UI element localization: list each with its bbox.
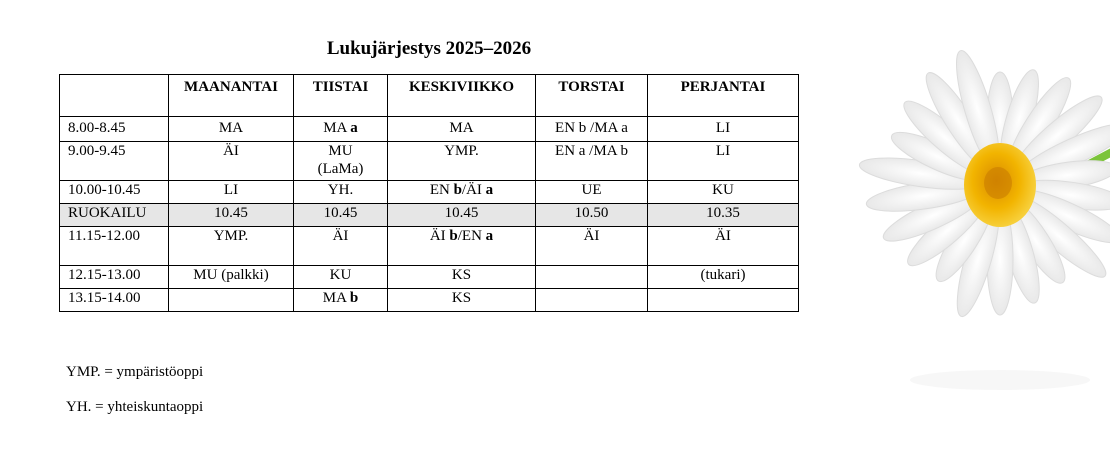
lesson-cell — [388, 117, 536, 142]
lesson-text: YMP. — [213, 228, 249, 244]
header-day: TIISTAI — [294, 75, 388, 117]
lesson-text: LI — [715, 120, 731, 136]
lesson-cell — [169, 181, 294, 204]
lesson-text: 10.45 — [323, 205, 358, 221]
group-marker: b — [449, 228, 458, 244]
time-cell: 12.15-13.00 — [60, 266, 169, 289]
lesson-text: ÄI — [223, 143, 239, 159]
legend-yh: YH. = yhteiskuntaoppi — [66, 399, 204, 415]
lesson-text: EN — [429, 182, 454, 198]
table-row — [60, 117, 799, 142]
lesson-text: KU — [712, 182, 734, 198]
table-row — [60, 181, 799, 204]
lesson-text: 10.45 — [214, 205, 248, 221]
lesson-cell — [169, 289, 294, 312]
lunch-time-cell — [536, 204, 648, 227]
lesson-text: MA — [218, 120, 244, 136]
lesson-text: LI — [223, 182, 239, 198]
lunch-row — [60, 204, 799, 227]
lesson-text: UE — [581, 182, 602, 198]
lunch-time-cell — [648, 204, 799, 227]
header-day: MAANANTAI — [169, 75, 294, 117]
lunch-time-cell — [169, 204, 294, 227]
table-row — [60, 266, 799, 289]
lesson-cell — [536, 227, 648, 266]
lesson-text: MU (palkki) — [193, 267, 269, 283]
lesson-cell — [388, 289, 536, 312]
lesson-text: 10.50 — [574, 205, 609, 221]
group-marker: b — [349, 290, 359, 306]
lesson-text: 10.45 — [444, 205, 479, 221]
schedule-table — [59, 74, 799, 312]
lesson-text: MU — [328, 143, 353, 159]
table-row — [60, 227, 799, 266]
lesson-text: YH. — [327, 182, 354, 198]
lesson-text: /EN — [457, 228, 486, 244]
lesson-text: EN b /MA a — [555, 120, 628, 136]
daisy-flower-icon — [850, 20, 1110, 400]
lesson-text: MA — [322, 290, 350, 306]
time-cell: 8.00-8.45 — [60, 117, 169, 142]
header-day: PERJANTAI — [648, 75, 799, 117]
lesson-text: 10.35 — [706, 205, 740, 221]
lesson-cell — [388, 181, 536, 204]
table-row — [60, 289, 799, 312]
time-cell: 13.15-14.00 — [60, 289, 169, 312]
lesson-cell — [648, 142, 799, 181]
lesson-text-line2: (LaMa) — [317, 161, 364, 177]
lesson-text: MA — [323, 120, 351, 136]
group-marker: b — [453, 182, 462, 198]
lesson-cell — [294, 289, 388, 312]
lesson-cell — [294, 266, 388, 289]
lesson-text: YMP. — [444, 143, 479, 159]
lesson-cell — [294, 142, 388, 181]
lesson-cell — [294, 181, 388, 204]
header-row — [60, 75, 799, 117]
lesson-cell — [169, 266, 294, 289]
lesson-cell — [388, 266, 536, 289]
time-cell: 9.00-9.45 — [60, 142, 169, 181]
lesson-cell — [388, 142, 536, 181]
lesson-cell — [536, 266, 648, 289]
lesson-cell — [536, 181, 648, 204]
time-cell: RUOKAILU — [60, 204, 169, 227]
table-row — [60, 142, 799, 181]
lesson-cell — [388, 227, 536, 266]
lesson-text: ÄI — [429, 228, 450, 244]
lesson-cell — [536, 289, 648, 312]
legend-ymp: YMP. = ympäristöoppi — [66, 364, 204, 380]
lunch-time-cell — [294, 204, 388, 227]
group-marker: a — [485, 228, 494, 244]
page-title: Lukujärjestys 2025–2026 — [326, 38, 532, 59]
header-corner-cell — [60, 75, 169, 117]
lesson-text: ÄI — [715, 228, 731, 244]
lesson-text: MA — [449, 120, 474, 136]
lesson-text: (tukari) — [700, 267, 746, 283]
lesson-text: ÄI — [332, 228, 349, 244]
lesson-cell — [648, 117, 799, 142]
lunch-time-cell — [388, 204, 536, 227]
group-marker: a — [350, 120, 358, 136]
lesson-text: KU — [329, 267, 352, 283]
lesson-cell — [648, 181, 799, 204]
lesson-cell — [648, 266, 799, 289]
lesson-cell — [536, 117, 648, 142]
lesson-text: EN a /MA b — [555, 143, 628, 159]
lesson-text: KS — [451, 267, 472, 283]
header-day: KESKIVIIKKO — [388, 75, 536, 117]
lesson-text: LI — [715, 143, 731, 159]
time-cell: 11.15-12.00 — [60, 227, 169, 266]
lesson-text: KS — [451, 290, 472, 306]
lesson-text: /ÄI — [461, 182, 486, 198]
lesson-cell — [536, 142, 648, 181]
lesson-cell — [169, 117, 294, 142]
lesson-cell — [648, 289, 799, 312]
lesson-cell — [648, 227, 799, 266]
lesson-cell — [294, 117, 388, 142]
lesson-cell — [169, 142, 294, 181]
lesson-cell — [294, 227, 388, 266]
time-cell: 10.00-10.45 — [60, 181, 169, 204]
lesson-cell — [169, 227, 294, 266]
header-day: TORSTAI — [536, 75, 648, 117]
group-marker: a — [485, 182, 494, 198]
lesson-text: ÄI — [583, 228, 600, 244]
